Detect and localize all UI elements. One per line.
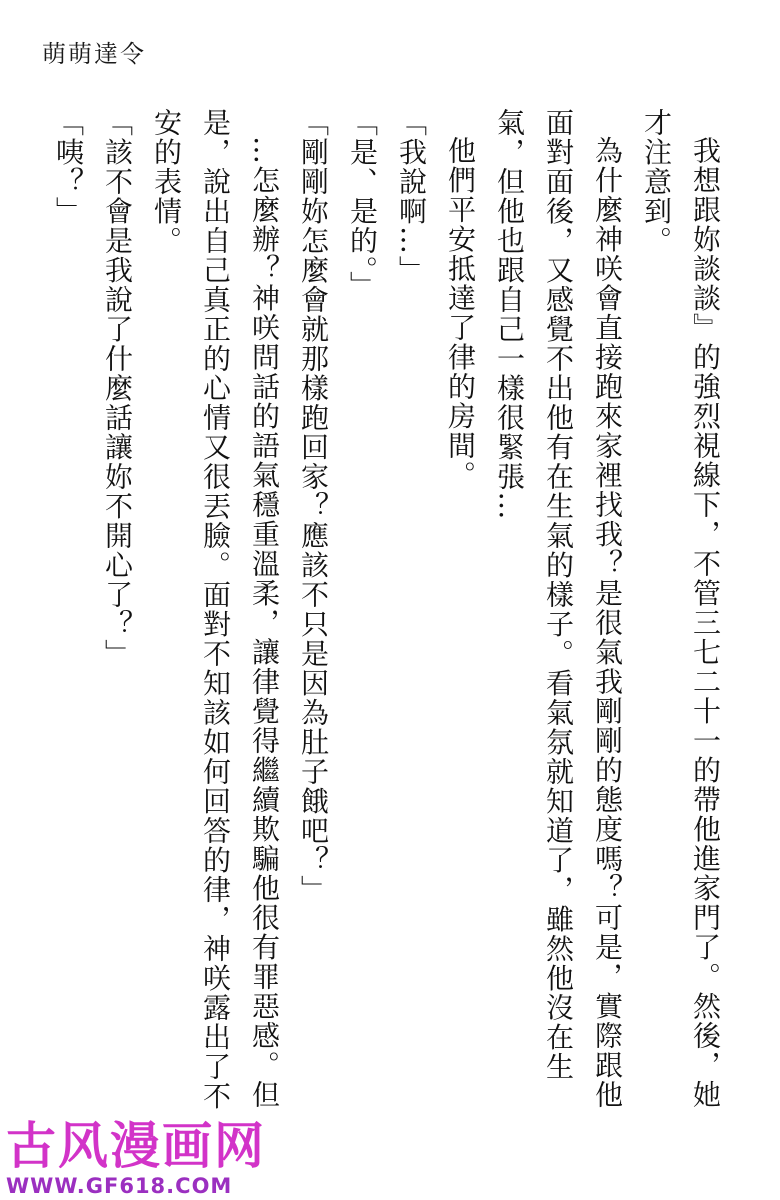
paragraph: 他們平安抵達了律的房間。 <box>444 136 477 490</box>
dialogue-line: 「咦？」 <box>52 108 85 226</box>
dialogue-line: 「剛剛妳怎麼會就那樣跑回家？應該不只是因為肚子餓吧？」 <box>297 108 330 905</box>
dialogue-line: 「是、是的。」 <box>346 108 379 301</box>
dialogue-line: 「我說啊…」 <box>395 108 428 285</box>
paragraph: 為什麼神咲會直接跑來家裡找我？是很氣我剛剛的態度嗎？可是，實際跟他面對面後，又感覺不出他有在生氣的樣子。看氣氛就知道了，雖然他沒在生氣，但他也跟自己一樣很緊張… <box>493 108 624 1110</box>
paragraph: …怎麼辦？神咲問話的語氣穩重溫柔，讓律覺得繼續欺騙他很有罪惡感。但是，說出自己真正的心情又很丟臉。面對不知該如何回答的律，神咲露出了不安的表情。 <box>150 108 281 1111</box>
watermark-url: WWW.GF618.COM <box>6 1174 233 1198</box>
dialogue-line: 「該不會是我說了什麼話讓妳不開心了？」 <box>101 108 134 669</box>
page-header-title: 萌萌達令 <box>42 40 146 68</box>
paragraph: 我想跟妳談談』的強烈視線下，不管三七二十一的帶他進家門了。然後，她才注意到。 <box>640 108 722 1110</box>
watermark-logo: 古风漫画网 <box>6 1117 266 1175</box>
watermark <box>6 1118 266 1198</box>
vertical-text-body <box>40 108 730 1138</box>
